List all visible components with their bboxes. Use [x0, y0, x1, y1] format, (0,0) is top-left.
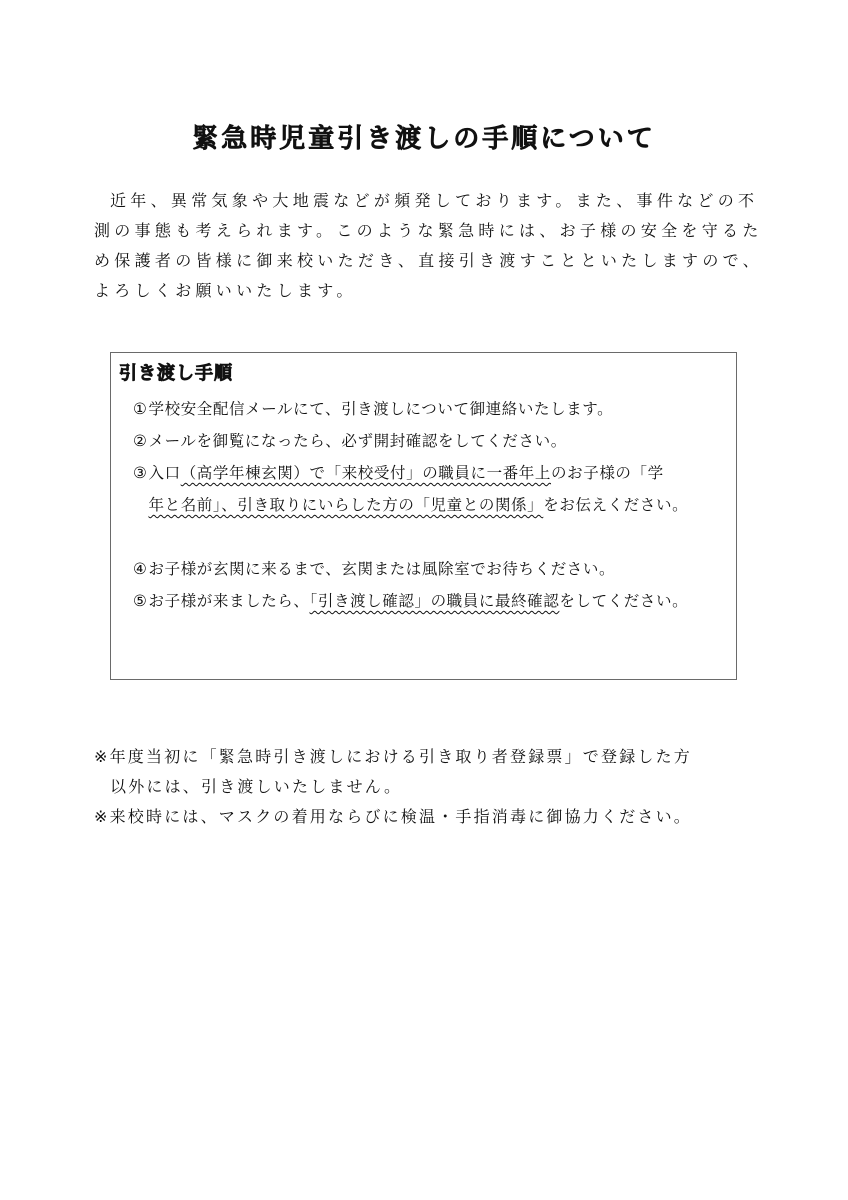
step-text: のお子様の「学 — [551, 464, 664, 482]
step-5 — [133, 585, 703, 617]
step-text: お子様が来ましたら、 — [148, 592, 310, 610]
step-underlined-text: 年と名前」、引き取りにいらした方の「児童との関係」 — [148, 496, 544, 514]
note-2: ※来校時には、マスクの着用ならびに検温・手指消毒に御協力ください。 — [94, 807, 693, 826]
step-continuation — [133, 489, 703, 521]
step-text: メールを御覧になったら、必ず開封確認をしてください。 — [148, 432, 567, 450]
step-number: ⑤ — [133, 592, 148, 610]
step-underlined-text: 「引き渡し確認」の職員に最終確認 — [309, 592, 560, 610]
note-1: ※年度当初に「緊急時引き渡しにおける引き取り者登録票」で登録した方 — [94, 747, 693, 766]
note-1-continuation: 以外には、引き渡しいたしません。 — [110, 777, 403, 796]
step-number: ③ — [133, 464, 148, 482]
step-4 — [133, 553, 703, 585]
step-1 — [133, 393, 703, 425]
step-number: ① — [133, 400, 148, 418]
step-3 — [133, 457, 703, 521]
step-underlined-text: （高学年棟玄関）で「来校受付」の職員に一番年上 — [180, 464, 552, 482]
step-text: お子様が玄関に来るまで、玄関または風除室でお待ちください。 — [148, 560, 616, 578]
intro-paragraph: 近年、異常気象や大地震などが頻発しております。また、事件などの不測の事態も考えられます。このような緊急時には、お子様の安全を守るため保護者の皆様に御来校いただき、直接引き渡すことといたしますので、よろしくお願いいたします。 — [94, 191, 763, 300]
step-2 — [133, 425, 703, 457]
notes-section — [94, 742, 794, 832]
procedure-box — [110, 352, 737, 680]
step-number: ④ — [133, 560, 148, 578]
procedure-heading: 引き渡し手順 — [119, 363, 233, 384]
step-text: 入口 — [148, 464, 181, 482]
step-number: ② — [133, 432, 148, 450]
step-text: をしてください。 — [559, 592, 689, 610]
step-text: をお伝えください。 — [543, 496, 689, 514]
page-title: 緊急時児童引き渡しの手順について — [192, 124, 656, 154]
step-text: 学校安全配信メールにて、引き渡しについて御連絡いたします。 — [148, 400, 614, 418]
